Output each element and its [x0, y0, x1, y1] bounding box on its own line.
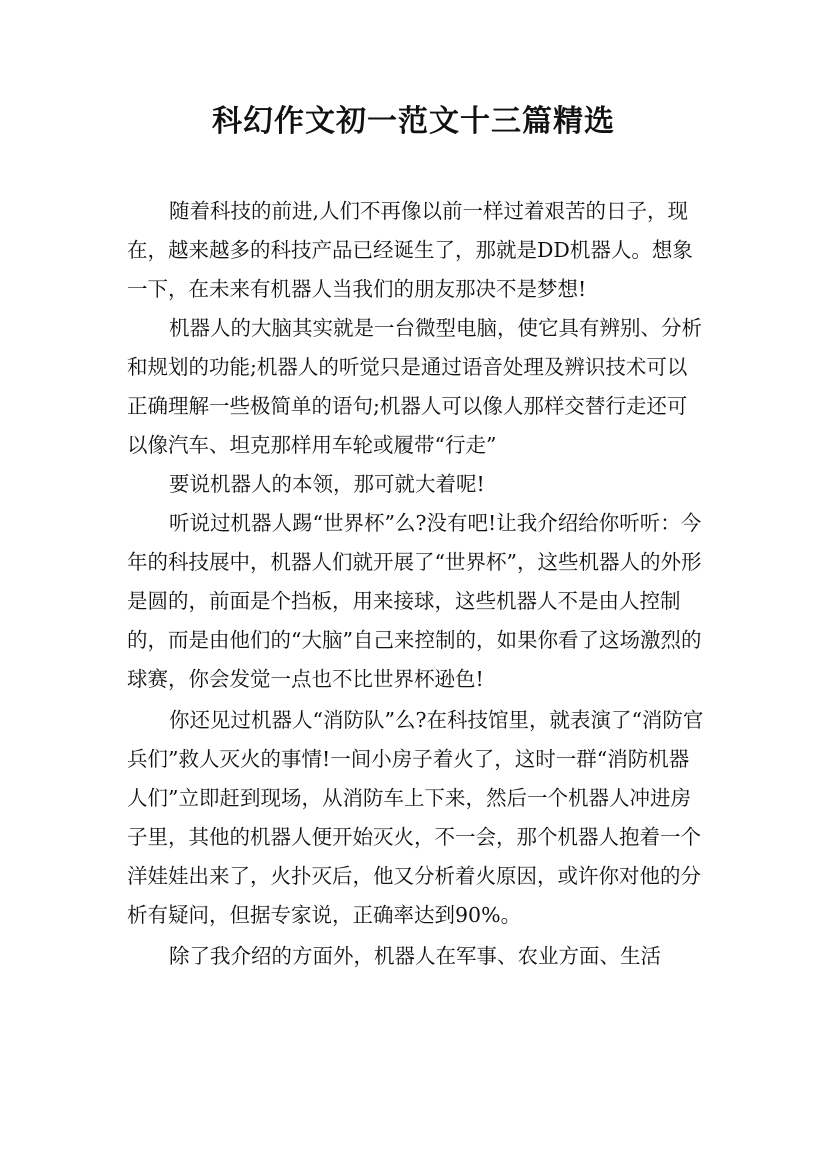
paragraph-robot-brain: 机器人的大脑其实就是一台微型电脑，使它具有辨别、分析和规划的功能;机器人的听觉只是通过语音处理及辨识技术可以正确理解一些极简单的语句;机器人可以像人那样交替行走还可以像汽车、坦克那样用车轮或履带“行走”: [127, 316, 702, 457]
paragraph-robot-skills: 要说机器人的本领，那可就大着呢!: [169, 472, 485, 496]
paragraph-world-cup: 听说过机器人踢“世界杯”么?没有吧!让我介绍给你听听：今年的科技展中，机器人们就开展了“世界杯”，这些机器人的外形是圆的，前面是个挡板，用来接球，这些机器人不是由人控制的，而是由他们的“大脑”自己来控制的，如果你看了这场激烈的球赛，你会发觉一点也不比世界杯逊色!: [127, 511, 702, 691]
document-body: [127, 192, 707, 976]
document-title: 科幻作文初一范文十三篇精选: [212, 104, 615, 139]
paragraph-fire-brigade: 你还见过机器人“消防队”么?在科技馆里，就表演了“消防官兵们”救人灭火的事情!一间小房子着火了，这时一群“消防机器人们”立即赶到现场，从消防车上下来，然后一个机器人冲进房子里，其他的机器人便开始灭火，不一会，那个机器人抱着一个洋娃娃出来了，火扑灭后，他又分析着火原因，或许你对他的分析有疑问，但据专家说，正确率达到90%。: [127, 708, 704, 927]
paragraph-other-fields: 除了我介绍的方面外，机器人在军事、农业方面、生活: [169, 944, 661, 968]
paragraph-intro: 随着科技的前进,人们不再像以前一样过着艰苦的日子，现在，越来越多的科技产品已经诞生了，那就是DD机器人。想象一下，在未来有机器人当我们的朋友那决不是梦想!: [127, 199, 693, 301]
